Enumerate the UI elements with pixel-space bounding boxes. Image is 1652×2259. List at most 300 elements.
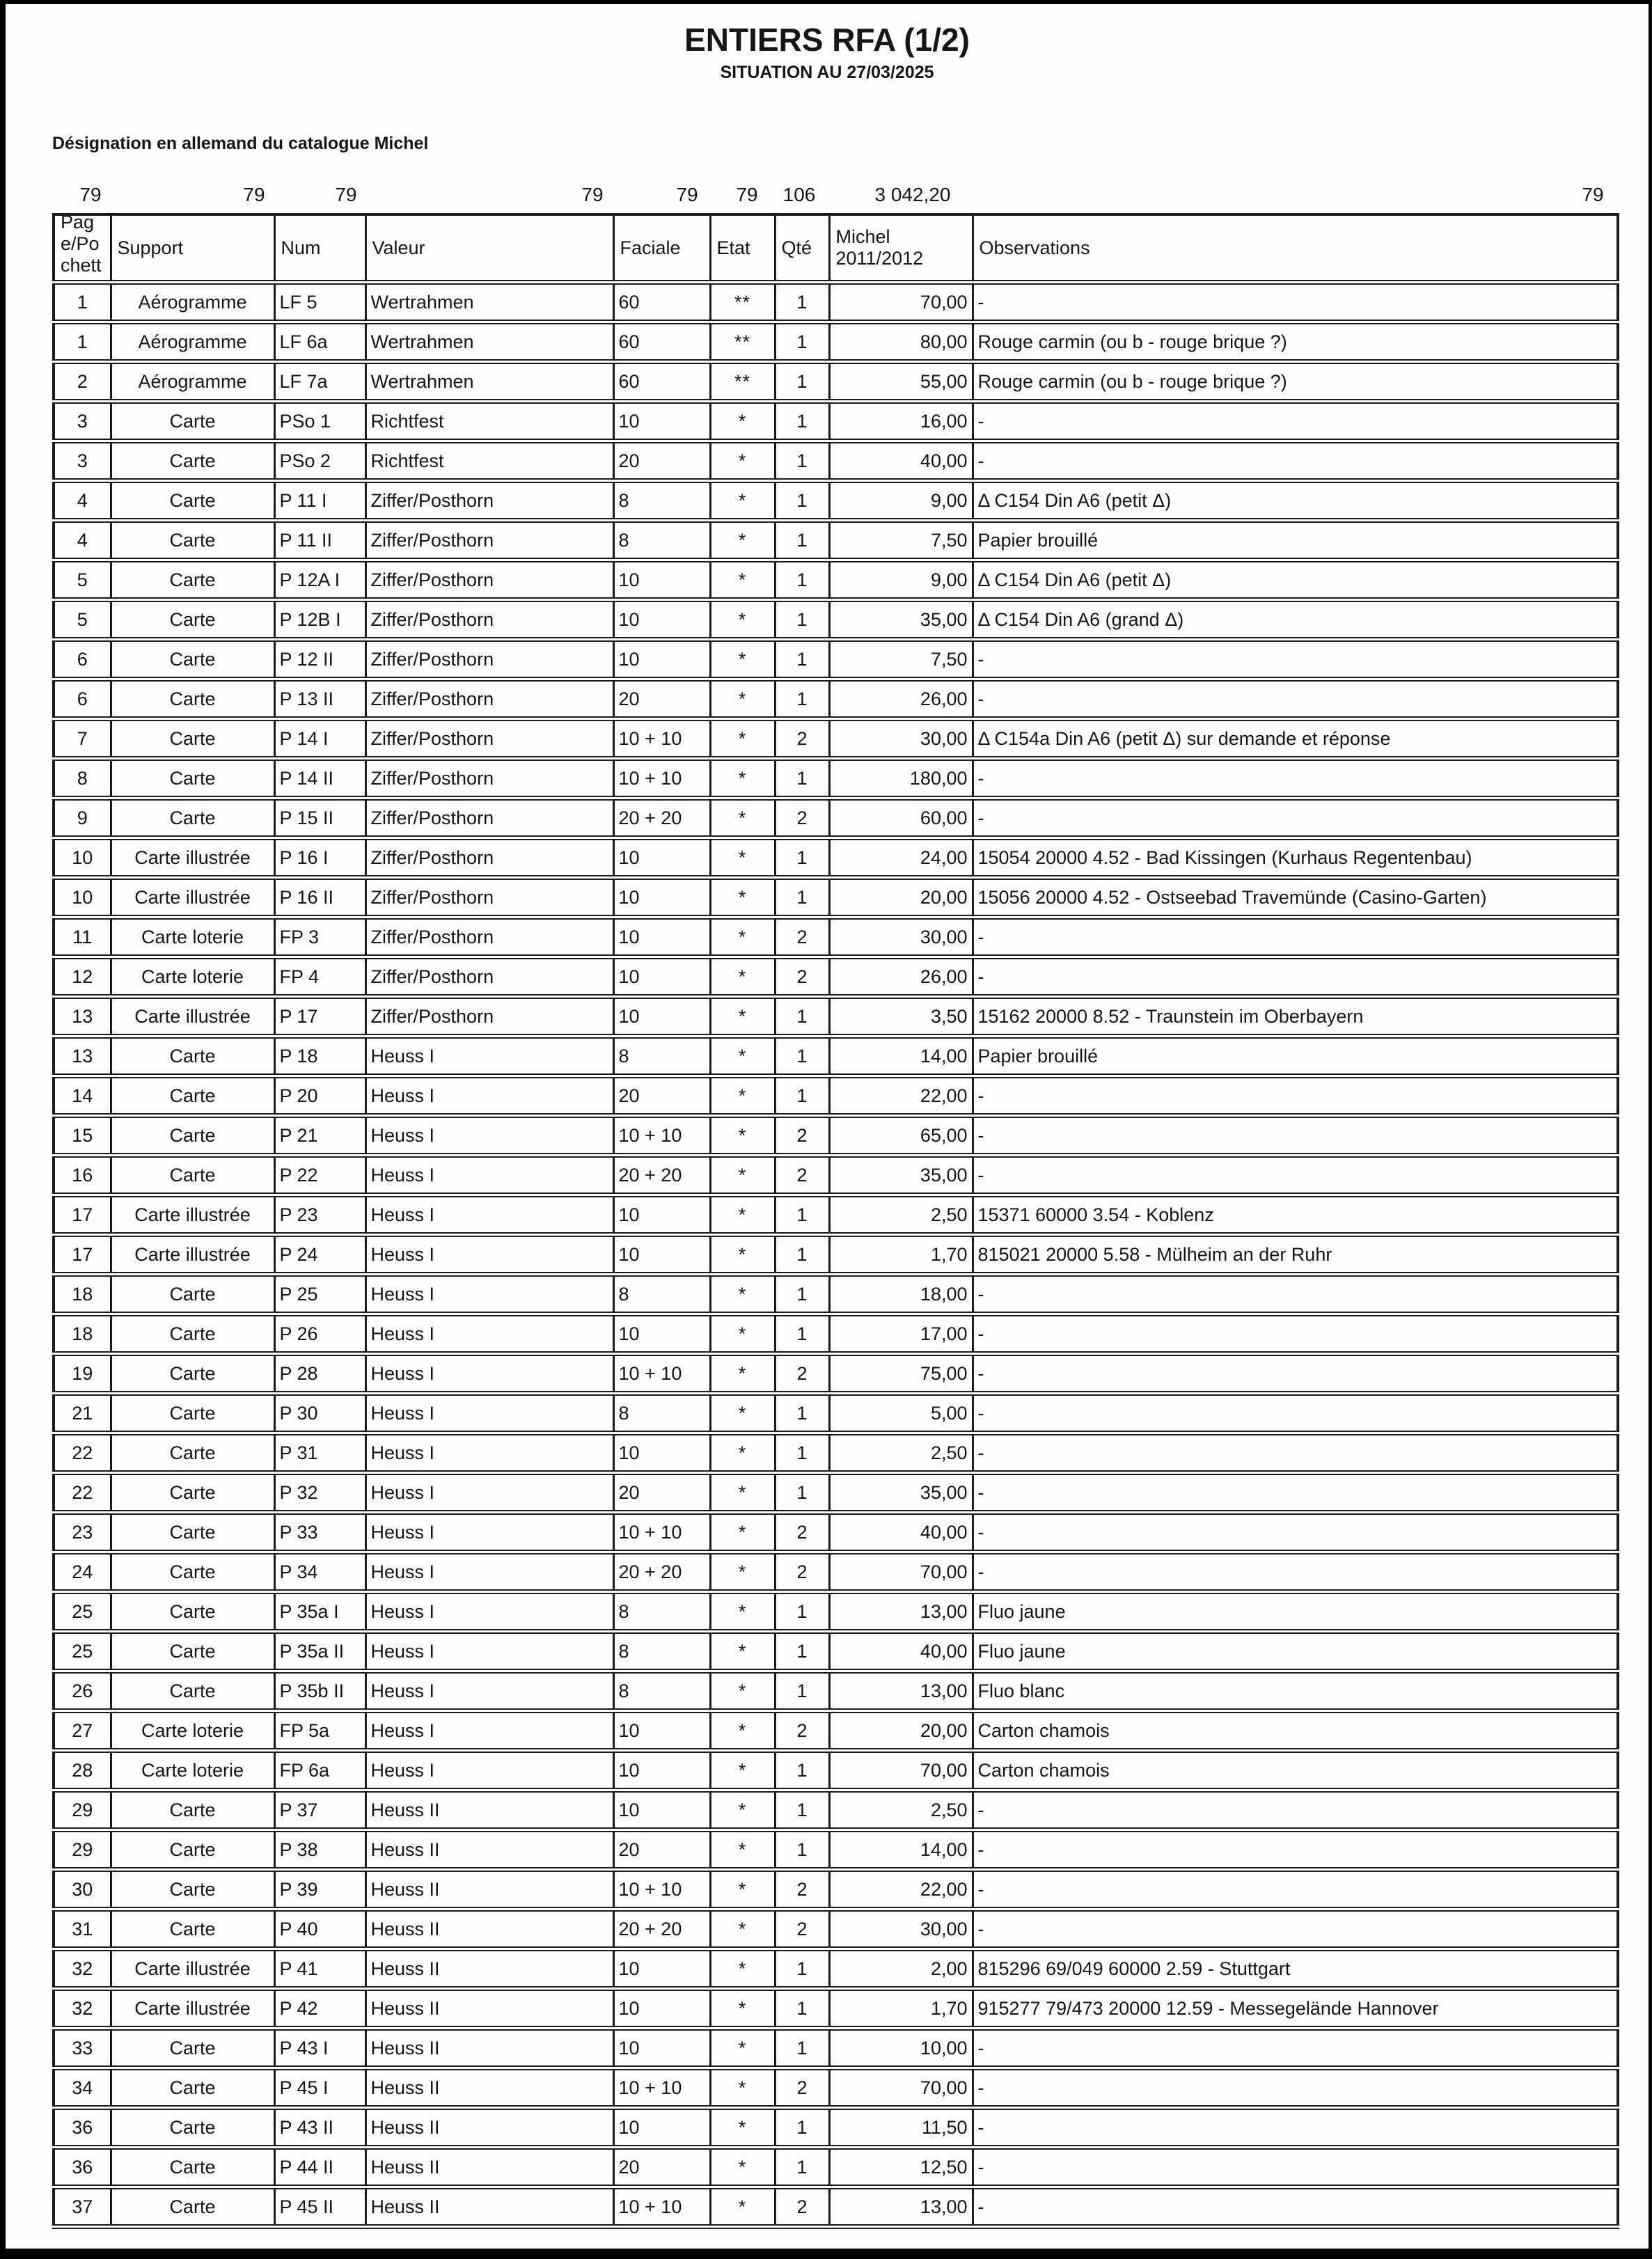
cell-qte: 1 [775,1830,829,1870]
table-row [54,1473,1618,1513]
cell-etat: * [710,521,775,560]
cell-etat: * [710,1949,775,1989]
cell-page: 26 [54,1671,111,1711]
cell-num: P 44 II [274,2148,365,2187]
cell-faciale: 8 [613,1671,710,1711]
cell-valeur: Heuss II [365,1949,613,1989]
cell-etat: * [710,1751,775,1790]
cell-michel: 70,00 [829,1751,973,1790]
cell-etat: * [710,1513,775,1552]
cell-faciale: 10 + 10 [613,1513,710,1552]
cell-num: P 17 [274,997,365,1037]
cell-etat: ** [710,283,775,322]
cell-qte: 2 [775,798,829,838]
cell-etat: * [710,2187,775,2227]
cell-valeur: Ziffer/Posthorn [365,918,613,957]
cell-etat: * [710,1195,775,1235]
cell-qte: 1 [775,679,829,719]
cell-page: 19 [54,1354,111,1394]
table-row [54,1870,1618,1910]
cell-valeur: Heuss II [365,2108,613,2148]
cell-faciale: 10 + 10 [613,2068,710,2108]
cell-valeur: Heuss II [365,1790,613,1830]
cell-etat: * [710,2068,775,2108]
cell-observations: Δ C154 Din A6 (petit Δ) [973,481,1618,521]
cell-etat: * [710,1671,775,1711]
cell-faciale: 10 [613,838,710,878]
cell-valeur: Heuss I [365,1116,613,1156]
cell-support: Carte [111,1910,274,1949]
cell-faciale: 10 [613,1314,710,1354]
cell-observations: - [973,1830,1618,1870]
column-total: 79 [79,184,102,205]
cell-page: 29 [54,1830,111,1870]
table-row [54,560,1618,600]
cell-support: Carte [111,2187,274,2227]
cell-faciale: 20 + 20 [613,1910,710,1949]
cell-observations: - [973,1116,1618,1156]
cell-michel: 55,00 [829,362,973,402]
table-row [54,719,1618,759]
cell-michel: 3,50 [829,997,973,1037]
cell-observations: Papier brouillé [973,521,1618,560]
cell-qte: 2 [775,918,829,957]
table-row [54,402,1618,441]
cell-page: 14 [54,1076,111,1116]
cell-michel: 10,00 [829,2029,973,2068]
cell-page: 3 [54,402,111,441]
table-row [54,1592,1618,1632]
cell-etat: * [710,1394,775,1433]
cell-observations: - [973,1433,1618,1473]
cell-page: 17 [54,1235,111,1275]
cell-num: P 42 [274,1989,365,2029]
cell-etat: * [710,719,775,759]
cell-faciale: 10 [613,402,710,441]
scan-edge-bar [0,2249,1652,2259]
header-valeur: Valeur [365,214,613,283]
cell-faciale: 10 [613,2029,710,2068]
cell-michel: 30,00 [829,1910,973,1949]
cell-faciale: 10 [613,918,710,957]
cell-faciale: 20 [613,1473,710,1513]
cell-michel: 1,70 [829,1989,973,2029]
cell-faciale: 10 + 10 [613,2187,710,2227]
table-row [54,1513,1618,1552]
cell-num: P 22 [274,1156,365,1195]
cell-page: 21 [54,1394,111,1433]
table-row [54,1156,1618,1195]
cell-michel: 35,00 [829,1156,973,1195]
cell-num: P 16 II [274,878,365,918]
cell-support: Carte [111,798,274,838]
cell-page: 4 [54,521,111,560]
cell-num: P 12A I [274,560,365,600]
cell-etat: * [710,1473,775,1513]
cell-michel: 24,00 [829,838,973,878]
cell-michel: 14,00 [829,1830,973,1870]
cell-michel: 70,00 [829,1552,973,1592]
table-row [54,1830,1618,1870]
cell-faciale: 10 [613,2108,710,2148]
cell-num: P 11 I [274,481,365,521]
cell-num: LF 6a [274,322,365,362]
cell-page: 32 [54,1949,111,1989]
cell-page: 37 [54,2187,111,2227]
column-totals-row [6,184,1649,207]
column-total: 79 [676,184,698,205]
cell-observations: Δ C154a Din A6 (petit Δ) sur demande et réponse [973,719,1618,759]
cell-qte: 1 [775,1195,829,1235]
cell-page: 4 [54,481,111,521]
cell-observations: Rouge carmin (ou b - rouge brique ?) [973,362,1618,402]
cell-qte: 1 [775,2029,829,2068]
cell-support: Carte [111,1870,274,1910]
table-row [54,838,1618,878]
cell-michel: 17,00 [829,1314,973,1354]
cell-support: Carte [111,1116,274,1156]
cell-qte: 1 [775,997,829,1037]
cell-num: LF 7a [274,362,365,402]
cell-support: Carte illustrée [111,1989,274,2029]
cell-support: Carte loterie [111,918,274,957]
page-title: ENTIERS RFA (1/2) [684,22,970,58]
cell-michel: 60,00 [829,798,973,838]
cell-num: P 11 II [274,521,365,560]
table-row [54,1949,1618,1989]
cell-valeur: Heuss I [365,1037,613,1076]
header-page-line3: chett [61,255,102,276]
cell-page: 11 [54,918,111,957]
cell-qte: 1 [775,1275,829,1314]
cell-valeur: Ziffer/Posthorn [365,560,613,600]
cell-support: Carte [111,2029,274,2068]
cell-qte: 1 [775,1076,829,1116]
table-row [54,2148,1618,2187]
cell-num: P 45 II [274,2187,365,2227]
cell-faciale: 60 [613,283,710,322]
cell-valeur: Ziffer/Posthorn [365,719,613,759]
cell-etat: ** [710,322,775,362]
header-page [54,214,111,283]
cell-michel: 65,00 [829,1116,973,1156]
cell-observations: - [973,2068,1618,2108]
cell-page: 13 [54,997,111,1037]
table-row [54,481,1618,521]
cell-page: 10 [54,878,111,918]
cell-faciale: 20 [613,2148,710,2187]
cell-qte: 1 [775,362,829,402]
cell-support: Carte [111,1156,274,1195]
cell-michel: 2,50 [829,1433,973,1473]
cell-support: Carte [111,2068,274,2108]
cell-valeur: Heuss I [365,1513,613,1552]
cell-valeur: Heuss I [365,1671,613,1711]
cell-faciale: 10 [613,1195,710,1235]
cell-support: Carte [111,1354,274,1394]
cell-faciale: 8 [613,481,710,521]
cell-etat: * [710,1552,775,1592]
table-row [54,2029,1618,2068]
cell-observations: Δ C154 Din A6 (petit Δ) [973,560,1618,600]
cell-observations: - [973,1314,1618,1354]
cell-faciale: 60 [613,322,710,362]
header-michel-line1: Michel [835,226,890,247]
cell-page: 24 [54,1552,111,1592]
cell-valeur: Ziffer/Posthorn [365,679,613,719]
cell-etat: * [710,2148,775,2187]
cell-michel: 9,00 [829,481,973,521]
cell-support: Carte [111,2148,274,2187]
table-row [54,441,1618,481]
cell-num: P 35a II [274,1632,365,1671]
cell-page: 34 [54,2068,111,2108]
cell-etat: * [710,957,775,997]
cell-qte: 2 [775,2068,829,2108]
cell-etat: * [710,1037,775,1076]
cell-faciale: 10 [613,997,710,1037]
cell-michel: 2,50 [829,1790,973,1830]
cell-observations: Papier brouillé [973,1037,1618,1076]
cell-page: 6 [54,679,111,719]
cell-valeur: Heuss I [365,1473,613,1513]
cell-michel: 22,00 [829,1076,973,1116]
cell-num: FP 5a [274,1711,365,1751]
cell-michel: 30,00 [829,719,973,759]
cell-michel: 16,00 [829,402,973,441]
cell-observations: 915277 79/473 20000 12.59 - Messegelände Hannover [973,1989,1618,2029]
cell-faciale: 10 [613,1711,710,1751]
cell-num: P 40 [274,1910,365,1949]
table-row [54,322,1618,362]
cell-num: PSo 1 [274,402,365,441]
cell-observations: Carton chamois [973,1711,1618,1751]
cell-valeur: Heuss II [365,2029,613,2068]
cell-num: P 34 [274,1552,365,1592]
cell-page: 1 [54,322,111,362]
header-page-line1: Pag [61,214,95,233]
cell-support: Carte [111,1790,274,1830]
header-observations: Observations [973,214,1618,283]
cell-qte: 1 [775,1473,829,1513]
cell-page: 27 [54,1711,111,1751]
cell-support: Carte [111,759,274,798]
cell-observations: Δ C154 Din A6 (grand Δ) [973,600,1618,640]
table-row [54,640,1618,679]
cell-etat: * [710,441,775,481]
table-row [54,1711,1618,1751]
cell-num: P 24 [274,1235,365,1275]
cell-num: PSo 2 [274,441,365,481]
cell-num: P 18 [274,1037,365,1076]
cell-etat: * [710,2029,775,2068]
cell-etat: * [710,679,775,719]
cell-qte: 2 [775,1910,829,1949]
cell-valeur: Ziffer/Posthorn [365,838,613,878]
cell-support: Carte illustrée [111,1235,274,1275]
cell-page: 5 [54,560,111,600]
cell-faciale: 10 + 10 [613,1354,710,1394]
cell-valeur: Heuss II [365,1989,613,2029]
cell-valeur: Heuss I [365,1195,613,1235]
cell-valeur: Heuss I [365,1751,613,1790]
cell-num: LF 5 [274,283,365,322]
cell-qte: 1 [775,481,829,521]
cell-support: Carte [111,441,274,481]
cell-valeur: Ziffer/Posthorn [365,798,613,838]
cell-valeur: Richtfest [365,402,613,441]
cell-etat: * [710,1830,775,1870]
column-total: 79 [335,184,357,205]
cell-michel: 30,00 [829,918,973,957]
cell-observations: - [973,1394,1618,1433]
table-row [54,1989,1618,2029]
cell-page: 8 [54,759,111,798]
cell-michel: 7,50 [829,640,973,679]
table-row [54,918,1618,957]
cell-page: 22 [54,1433,111,1473]
cell-page: 12 [54,957,111,997]
cell-page: 33 [54,2029,111,2068]
cell-etat: * [710,2108,775,2148]
cell-num: P 23 [274,1195,365,1235]
table-row [54,600,1618,640]
table-row [54,1790,1618,1830]
cell-michel: 5,00 [829,1394,973,1433]
cell-valeur: Heuss I [365,1394,613,1433]
cell-support: Carte [111,679,274,719]
cell-valeur: Wertrahmen [365,362,613,402]
header-row [54,214,1618,283]
cell-qte: 2 [775,719,829,759]
cell-qte: 1 [775,1433,829,1473]
table-row [54,1314,1618,1354]
cell-valeur: Ziffer/Posthorn [365,878,613,918]
cell-observations: - [973,1870,1618,1910]
cell-michel: 13,00 [829,2187,973,2227]
cell-observations: - [973,957,1618,997]
cell-support: Carte [111,2108,274,2148]
cell-valeur: Heuss II [365,2148,613,2187]
table-row [54,1751,1618,1790]
cell-observations: - [973,1473,1618,1513]
cell-support: Carte [111,481,274,521]
cell-etat: * [710,1790,775,1830]
cell-num: P 16 I [274,838,365,878]
cell-num: P 43 II [274,2108,365,2148]
cell-num: P 35a I [274,1592,365,1632]
cell-michel: 7,50 [829,521,973,560]
cell-michel: 2,00 [829,1949,973,1989]
cell-valeur: Ziffer/Posthorn [365,521,613,560]
cell-observations: 15162 20000 8.52 - Traunstein im Oberbayern [973,997,1618,1037]
table-row [54,521,1618,560]
table-row [54,957,1618,997]
cell-num: P 25 [274,1275,365,1314]
cell-valeur: Heuss I [365,1433,613,1473]
cell-faciale: 10 [613,1433,710,1473]
cell-qte: 2 [775,1354,829,1394]
cell-michel: 14,00 [829,1037,973,1076]
table-row [54,2187,1618,2227]
cell-valeur: Ziffer/Posthorn [365,759,613,798]
cell-support: Carte illustrée [111,997,274,1037]
cell-page: 31 [54,1910,111,1949]
cell-valeur: Heuss II [365,2187,613,2227]
cell-support: Carte [111,402,274,441]
cell-faciale: 8 [613,1592,710,1632]
table-row [54,1632,1618,1671]
cell-qte: 1 [775,1989,829,2029]
cell-page: 30 [54,1870,111,1910]
cell-page: 36 [54,2148,111,2187]
cell-etat: * [710,1156,775,1195]
cell-faciale: 10 + 10 [613,1116,710,1156]
cell-faciale: 10 [613,1751,710,1790]
cell-valeur: Heuss I [365,1235,613,1275]
cell-num: P 39 [274,1870,365,1910]
cell-etat: * [710,798,775,838]
cell-observations: - [973,1910,1618,1949]
cell-michel: 22,00 [829,1870,973,1910]
table-row [54,1037,1618,1076]
cell-michel: 70,00 [829,2068,973,2108]
cell-valeur: Heuss I [365,1592,613,1632]
table-body [54,283,1618,2227]
cell-etat: * [710,1433,775,1473]
cell-faciale: 10 [613,560,710,600]
cell-page: 15 [54,1116,111,1156]
cell-support: Aérogramme [111,322,274,362]
cell-valeur: Wertrahmen [365,283,613,322]
cell-faciale: 10 [613,640,710,679]
cell-support: Carte [111,1513,274,1552]
cell-support: Carte [111,1394,274,1433]
cell-valeur: Ziffer/Posthorn [365,957,613,997]
cell-observations: Fluo jaune [973,1592,1618,1632]
cell-num: P 21 [274,1116,365,1156]
table-row [54,1076,1618,1116]
cell-valeur: Heuss I [365,1552,613,1592]
header-page-line2: e/Po [61,233,100,254]
cell-page: 28 [54,1751,111,1790]
cell-num: P 41 [274,1949,365,1989]
cell-michel: 35,00 [829,1473,973,1513]
cell-faciale: 8 [613,521,710,560]
cell-observations: - [973,918,1618,957]
table-row [54,2108,1618,2148]
cell-valeur: Heuss I [365,1711,613,1751]
cell-support: Carte [111,1592,274,1632]
cell-michel: 40,00 [829,441,973,481]
cell-qte: 1 [775,560,829,600]
cell-faciale: 20 + 20 [613,1156,710,1195]
cell-observations: Fluo blanc [973,1671,1618,1711]
designation-note: Désignation en allemand du catalogue Michel [52,134,429,153]
cell-qte: 1 [775,600,829,640]
cell-support: Carte [111,1632,274,1671]
cell-page: 10 [54,838,111,878]
cell-valeur: Heuss I [365,1632,613,1671]
cell-support: Carte [111,1552,274,1592]
cell-faciale: 10 + 10 [613,759,710,798]
cell-observations: Carton chamois [973,1751,1618,1790]
cell-observations: - [973,640,1618,679]
cell-etat: * [710,1116,775,1156]
cell-etat: * [710,1711,775,1751]
page-subtitle: SITUATION AU 27/03/2025 [720,63,934,82]
cell-etat: * [710,1910,775,1949]
